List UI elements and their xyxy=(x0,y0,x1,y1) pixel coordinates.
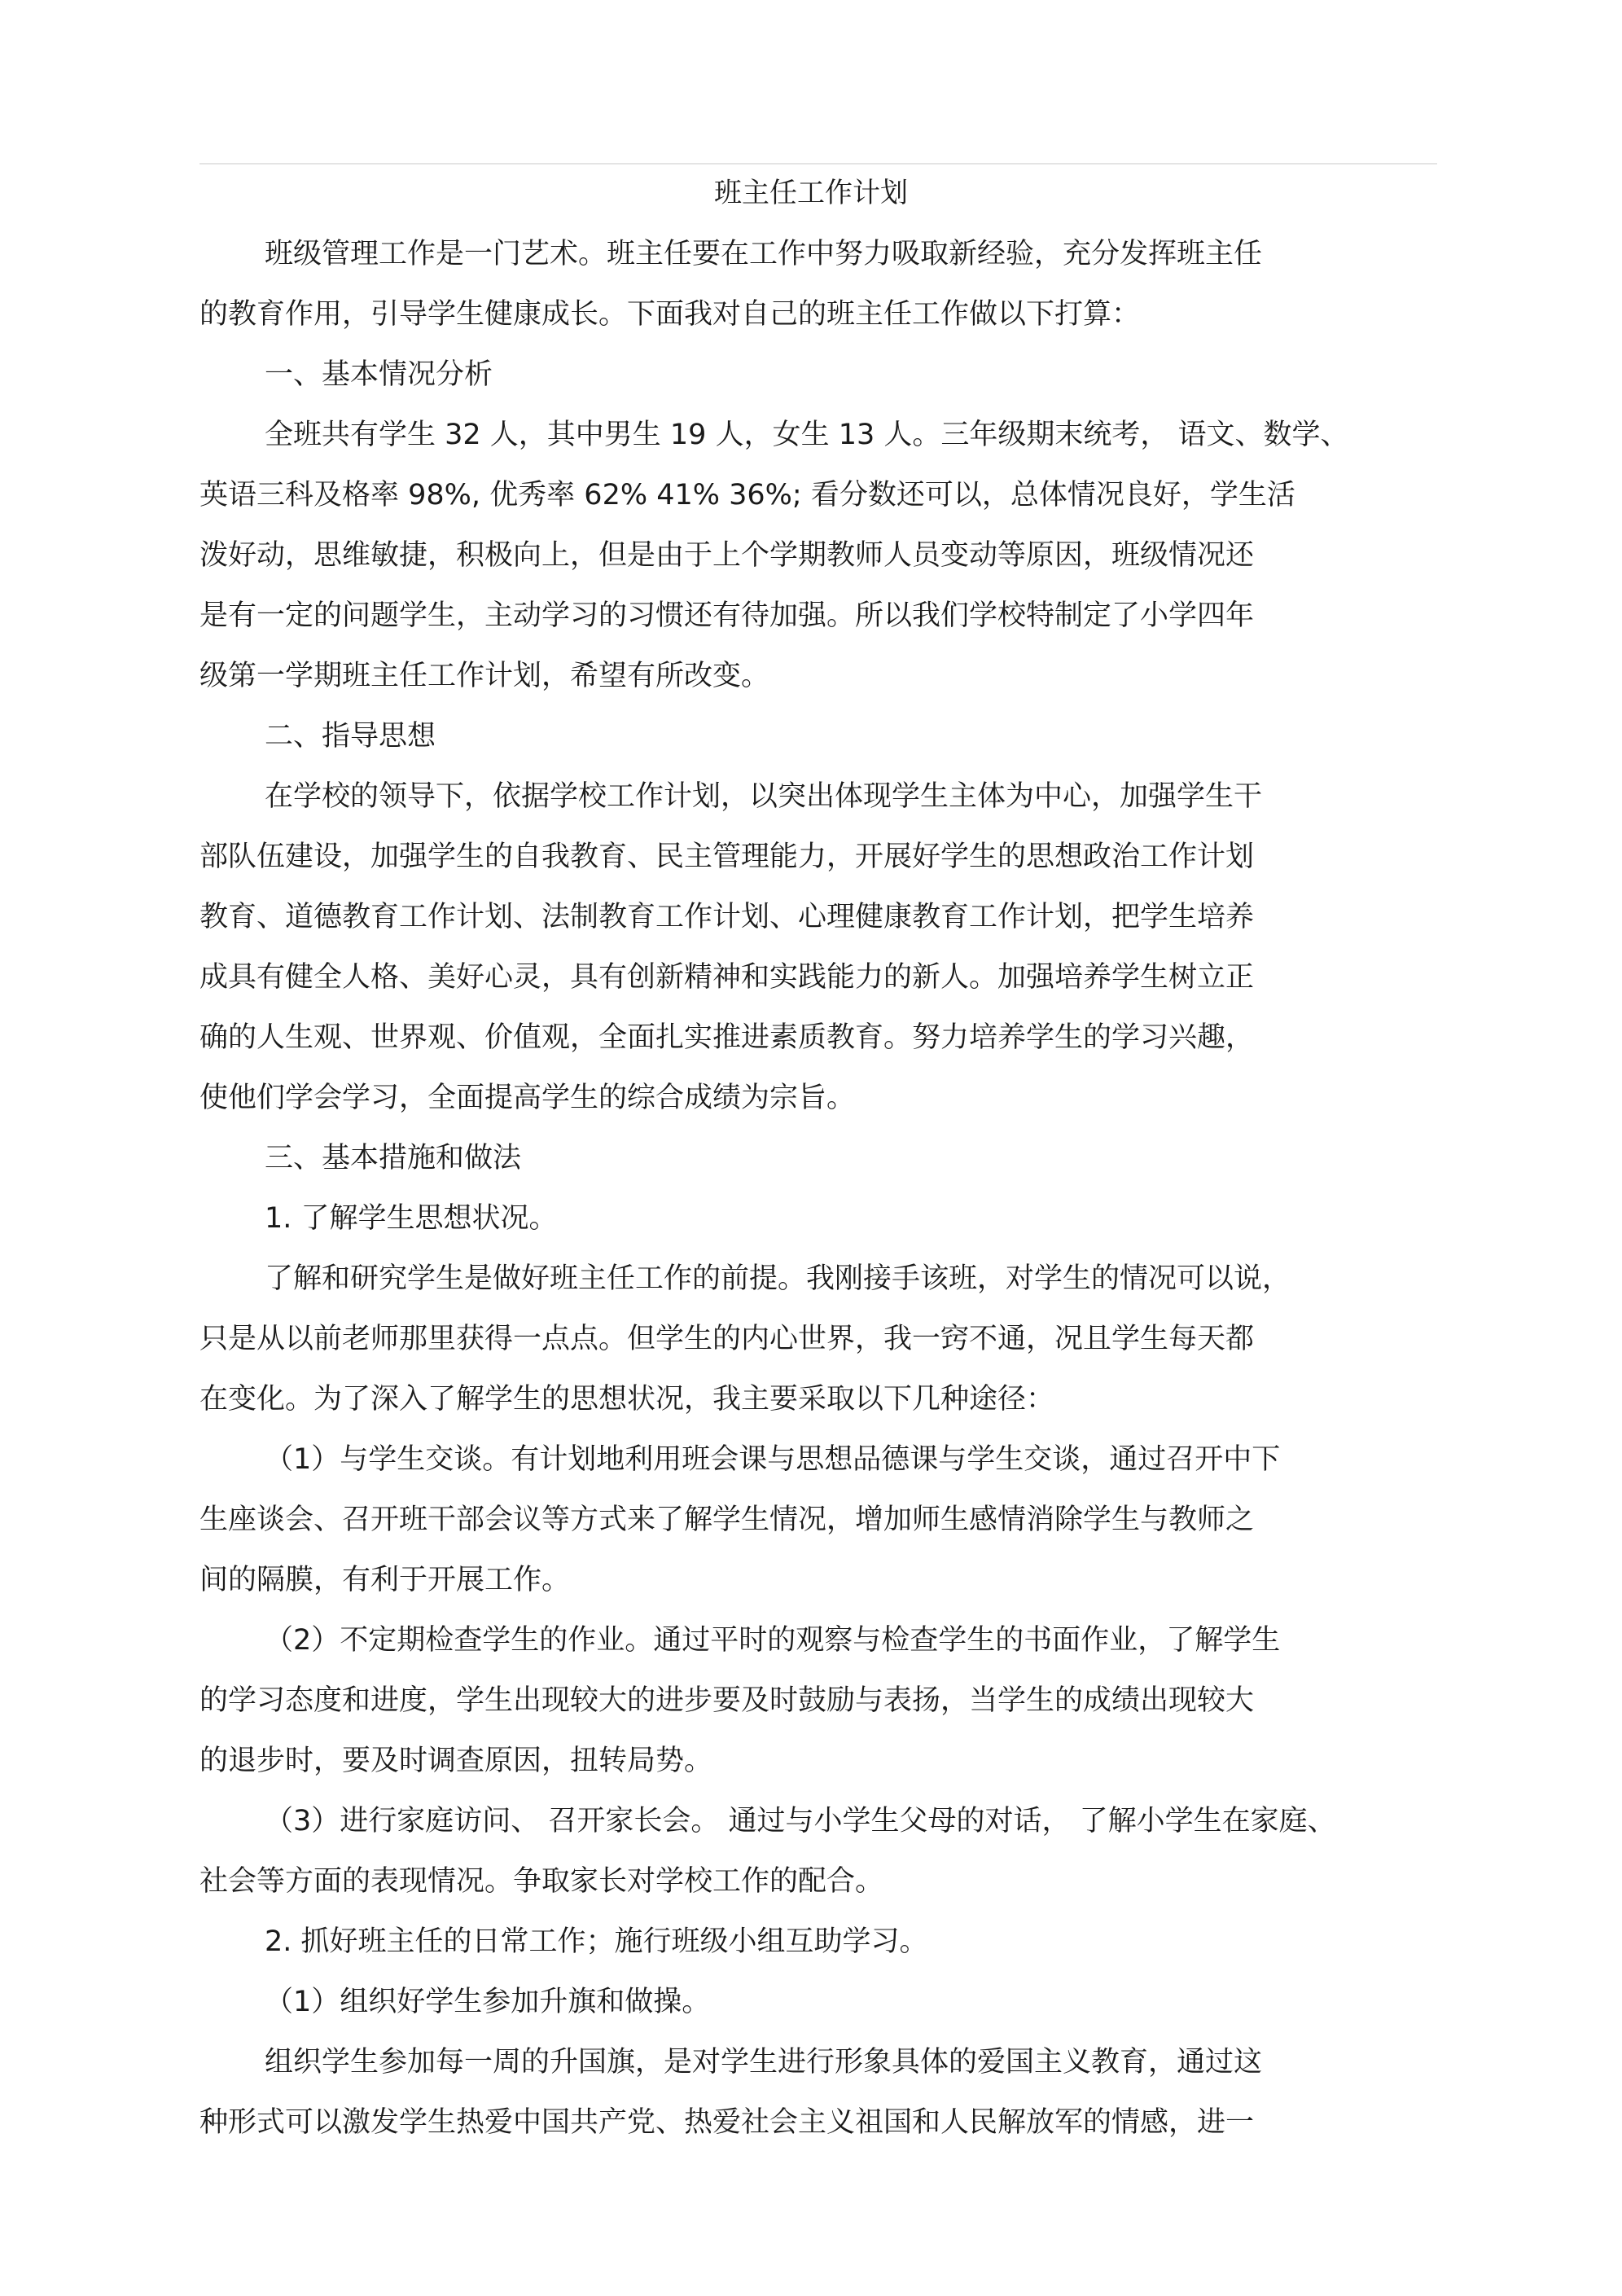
text-line: 组织学生参加每一周的升国旗，是对学生进行形象具体的爱国主义教育，通过这 xyxy=(265,2046,1263,2079)
text-line: 班级管理工作是一门艺术。班主任要在工作中努力吸取新经验，充分发挥班主任 xyxy=(265,238,1263,270)
text-line: 全班共有学生 32 人，其中男生 19 人，女生 13 人。三年级期末统考， 语文、数学、 xyxy=(265,419,1349,451)
text-line: 种形式可以激发学生热爱中国共产党、热爱社会主义祖国和人民解放军的情感，进一 xyxy=(199,2106,1255,2139)
text-line: 教育、道德教育工作计划、法制教育工作计划、心理健康教育工作计划，把学生培养 xyxy=(199,901,1255,933)
text-line: 只是从以前老师那里获得一点点。但学生的内心世界，我一窍不通，况且学生每天都 xyxy=(199,1323,1255,1355)
section-heading: 二、指导思想 xyxy=(265,720,436,753)
document-title: 班主任工作计划 xyxy=(714,177,908,209)
text-line: 成具有健全人格、美好心灵，具有创新精神和实践能力的新人。加强培养学生树立正 xyxy=(199,961,1255,994)
text-line: 的退步时，要及时调查原因，扭转局势。 xyxy=(199,1745,713,1777)
text-line: 社会等方面的表现情况。争取家长对学校工作的配合。 xyxy=(199,1865,884,1898)
text-line: 间的隔膜，有利于开展工作。 xyxy=(199,1564,571,1596)
text-line: 部队伍建设，加强学生的自我教育、民主管理能力，开展好学生的思想政治工作计划 xyxy=(199,841,1255,873)
text-line: （3）进行家庭访问、 召开家长会。 通过与小学生父母的对话， 了解小学生在家庭、 xyxy=(265,1805,1336,1837)
subsection-heading: 2. 抓好班主任的日常工作；施行班级小组互助学习。 xyxy=(265,1925,928,1958)
text-line: （1）组织好学生参加升旗和做操。 xyxy=(265,1986,711,2018)
text-line: 英语三科及格率 98%, 优秀率 62% 41% 36%; 看分数还可以，总体情况良好，学生活 xyxy=(199,479,1295,511)
page-top-rule xyxy=(199,163,1437,165)
text-line: 的教育作用，引导学生健康成长。下面我对自己的班主任工作做以下打算： xyxy=(199,298,1141,331)
text-line: 使他们学会学习，全面提高学生的综合成绩为宗旨。 xyxy=(199,1082,856,1114)
text-line: 泼好动，思维敏捷，积极向上，但是由于上个学期教师人员变动等原因，班级情况还 xyxy=(199,539,1255,572)
subsection-heading: 1. 了解学生思想状况。 xyxy=(265,1202,558,1235)
text-line: 级第一学期班主任工作计划，希望有所改变。 xyxy=(199,660,770,692)
text-line: （2）不定期检查学生的作业。通过平时的观察与检查学生的书面作业，了解学生 xyxy=(265,1624,1281,1657)
text-line: 的学习态度和进度，学生出现较大的进步要及时鼓励与表扬，当学生的成绩出现较大 xyxy=(199,1684,1255,1717)
text-line: 确的人生观、世界观、价值观，全面扎实推进素质教育。努力培养学生的学习兴趣， xyxy=(199,1021,1255,1054)
text-line: 是有一定的问题学生，主动学习的习惯还有待加强。所以我们学校特制定了小学四年 xyxy=(199,599,1255,632)
section-heading: 三、基本措施和做法 xyxy=(265,1142,522,1174)
text-line: 了解和研究学生是做好班主任工作的前提。我刚接手该班，对学生的情况可以说， xyxy=(265,1262,1291,1295)
text-line: （1）与学生交谈。有计划地利用班会课与思想品德课与学生交谈，通过召开中下 xyxy=(265,1443,1281,1476)
section-heading: 一、基本情况分析 xyxy=(265,358,493,391)
text-line: 在学校的领导下，依据学校工作计划，以突出体现学生主体为中心，加强学生干 xyxy=(265,780,1263,813)
text-line: 在变化。为了深入了解学生的思想状况，我主要采取以下几种途径： xyxy=(199,1383,1055,1416)
text-line: 生座谈会、召开班干部会议等方式来了解学生情况，增加师生感情消除学生与教师之 xyxy=(199,1504,1255,1536)
